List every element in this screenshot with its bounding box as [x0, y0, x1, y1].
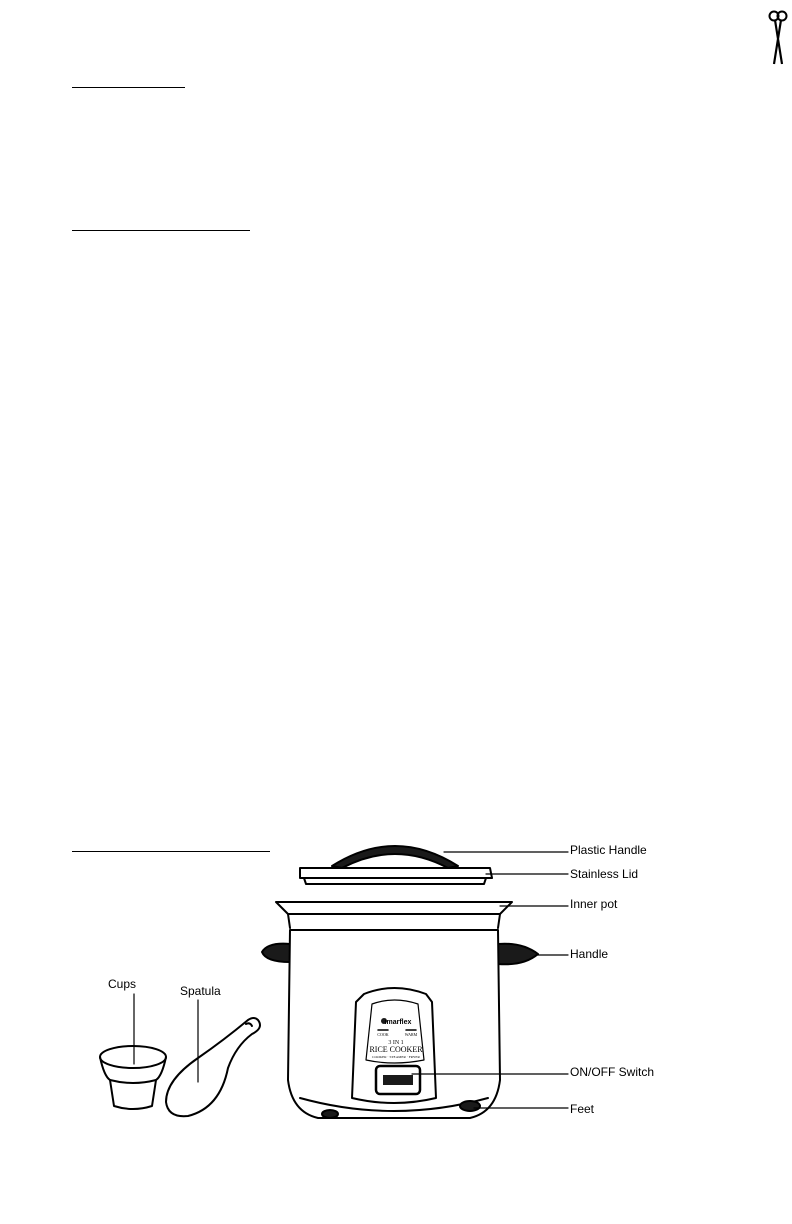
panel-model-line2: RICE COOKER	[369, 1045, 423, 1054]
panel-model-line1: 3 IN 1	[388, 1040, 404, 1046]
label-spatula: Spatula	[180, 984, 221, 998]
label-inner-pot: Inner pot	[570, 897, 618, 911]
plastic-handle-shape	[332, 846, 458, 868]
label-stainless-lid: Stainless Lid	[570, 867, 639, 881]
label-plastic-handle: Plastic Handle	[570, 843, 647, 857]
panel-indicator-right: WARM	[404, 1032, 418, 1037]
panel-indicator-left: COOK	[377, 1032, 389, 1037]
stainless-lid-shape	[300, 868, 492, 884]
label-handle: Handle	[570, 947, 609, 961]
label-feet: Feet	[570, 1102, 595, 1116]
label-cups: Cups	[108, 977, 137, 991]
label-on-off-switch: ON/OFF Switch	[570, 1065, 655, 1079]
inner-pot-shape	[276, 902, 512, 928]
spatula-shape	[166, 1018, 260, 1116]
panel-model-line3: COOKER · STEAMER · FRYER	[372, 1055, 420, 1059]
panel-brand: imarflex	[384, 1019, 412, 1026]
cup-shape	[100, 1046, 166, 1109]
